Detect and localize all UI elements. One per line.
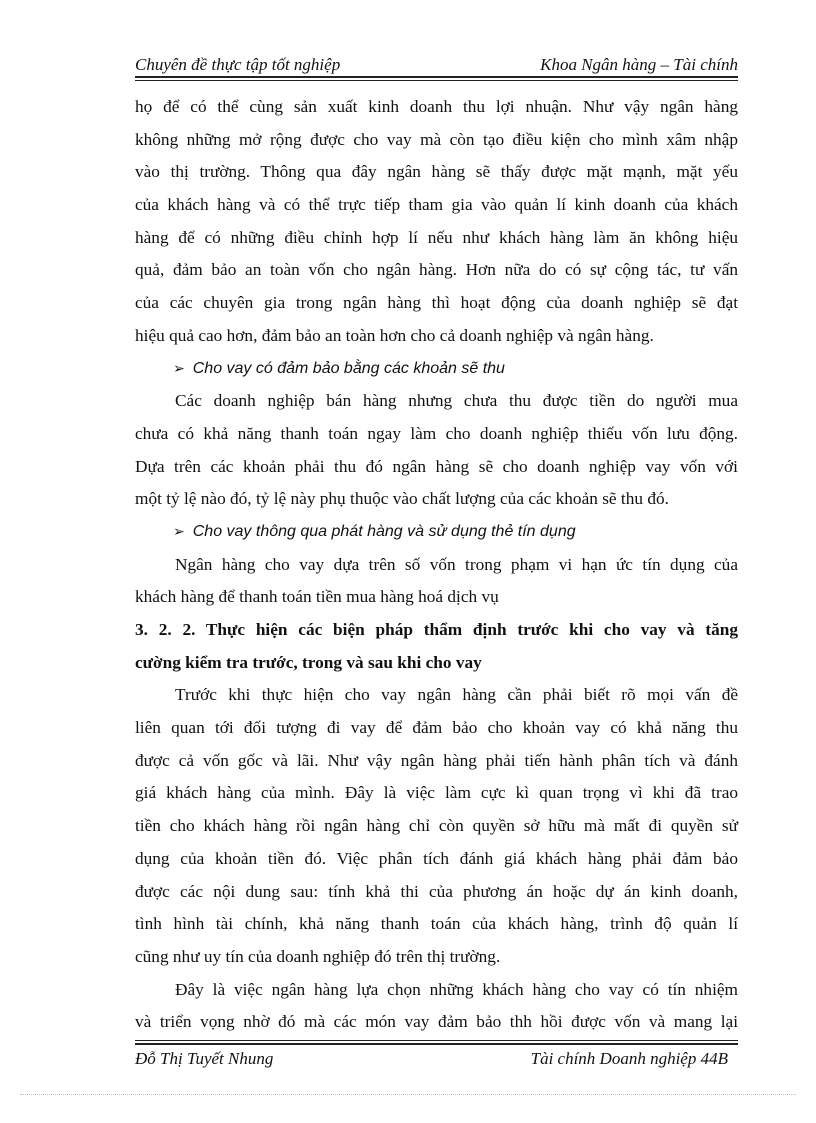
footer-rule-thin: [135, 1040, 738, 1041]
bullet-item: [135, 516, 738, 549]
header-rule-thick: [135, 76, 738, 78]
header-right-title: Khoa Ngân hàng – Tài chính: [540, 55, 738, 74]
paragraph-line: Các doanh nghiệp bán hàng nhưng chưa thu được tiền do người mua: [175, 391, 738, 411]
header-rule-thin: [135, 80, 738, 81]
document-body: [135, 91, 738, 1039]
page-boundary-dotted: [20, 1094, 796, 1095]
paragraph-line: của khách hàng và có thể trực tiếp tham gia vào quản lí kinh doanh của khách: [135, 195, 738, 215]
paragraph-line: của các chuyên gia trong ngân hàng thì hoạt động của doanh nghiệp sẽ đạt: [135, 293, 738, 313]
paragraph-line: chưa có khả năng thanh toán ngay làm cho doanh nghiệp thiếu vốn lưu động.: [135, 423, 738, 443]
arrow-bullet-icon: ➢: [173, 523, 185, 540]
paragraph-line: họ để có thể cùng sản xuất kinh doanh thu lợi nhuận. Như vậy ngân hàng: [135, 97, 738, 116]
paragraph-line: không những mở rộng được cho vay mà còn tạo điều kiện cho mình xâm nhập: [135, 129, 738, 149]
paragraph-line: được cả vốn gốc và lãi. Như vậy ngân hàng phải tiến hành phân tích và đánh: [135, 750, 738, 770]
paragraph-line: vào thị trường. Thông qua đây ngân hàng sẽ thấy được mặt mạnh, mặt yếu: [135, 162, 738, 182]
section-heading-line: 3. 2. 2. Thực hiện các biện pháp thẩm định trước khi cho vay và tăng: [135, 620, 738, 639]
footer-class: Tài chính Doanh nghiệp 44B: [530, 1049, 728, 1068]
paragraph-line: một tỷ lệ nào đó, tỷ lệ này phụ thuộc vào chất lượng của các khoản sẽ thu đó.: [135, 489, 669, 509]
bullet-item: [135, 353, 738, 386]
paragraph-line: hiệu quả cao hơn, đảm bảo an toàn hơn cho cả doanh nghiệp và ngân hàng.: [135, 325, 654, 345]
page-header: [135, 55, 738, 75]
footer-rule-thick: [135, 1043, 738, 1045]
paragraph-line: được các nội dung sau: tính khả thi của phương án hoặc dự án kinh doanh,: [135, 881, 738, 901]
paragraph-line: cũng như uy tín của doanh nghiệp đó trên thị trường.: [135, 946, 501, 966]
bullet-text: Cho vay thông qua phát hàng và sử dụng thẻ tín dụng: [192, 522, 576, 540]
paragraph-line: tiền cho khách hàng rồi ngân hàng chỉ còn quyền sở hữu mà mất đi quyền sử: [135, 816, 738, 836]
paragraph-line: liên quan tới đối tượng đi vay để đảm bảo cho khoản vay có khả năng thu: [135, 718, 738, 738]
paragraph-line: Trước khi thực hiện cho vay ngân hàng cần phải biết rõ mọi vấn đề: [175, 685, 738, 705]
paragraph-line: khách hàng để thanh toán tiền mua hàng hoá dịch vụ: [135, 587, 499, 607]
header-left-title: Chuyên đề thực tập tốt nghiệp: [135, 55, 341, 74]
paragraph-line: tình hình tài chính, khả năng thanh toán của khách hàng, trình độ quản lí: [135, 914, 738, 934]
paragraph-line: Dựa trên các khoản phải thu đó ngân hàng sẽ cho doanh nghiệp vay vốn với: [135, 456, 738, 476]
paragraph-line: giá khách hàng của mình. Đây là việc làm cực kì quan trọng vì khi đã trao: [135, 783, 738, 803]
paragraph-line: và triển vọng nhờ đó mà các món vay đảm bảo thh hồi được vốn và mang lại: [135, 1012, 738, 1032]
section-heading-line: cường kiểm tra trước, trong và sau khi cho vay: [135, 652, 482, 672]
footer-author: Đỗ Thị Tuyết Nhung: [135, 1049, 274, 1068]
paragraph-line: dụng của khoản tiền đó. Việc phân tích đánh giá khách hàng phải đảm bảo: [135, 848, 738, 868]
paragraph-line: quả, đảm bảo an toàn vốn cho ngân hàng. Hơn nữa do có sự cộng tác, tư vấn: [135, 260, 738, 280]
paragraph-line: hàng để có những điều chỉnh hợp lí nếu như khách hàng làm ăn không hiệu: [135, 227, 738, 247]
paragraph-line: Đây là việc ngân hàng lựa chọn những khách hàng cho vay có tín nhiệm: [175, 979, 738, 999]
page-footer: [135, 1049, 738, 1071]
arrow-bullet-icon: ➢: [173, 360, 185, 377]
bullet-text: Cho vay có đảm bảo bằng các khoản sẽ thu: [192, 359, 505, 377]
paragraph-line: Ngân hàng cho vay dựa trên số vốn trong phạm vi hạn ức tín dụng của: [175, 554, 738, 574]
